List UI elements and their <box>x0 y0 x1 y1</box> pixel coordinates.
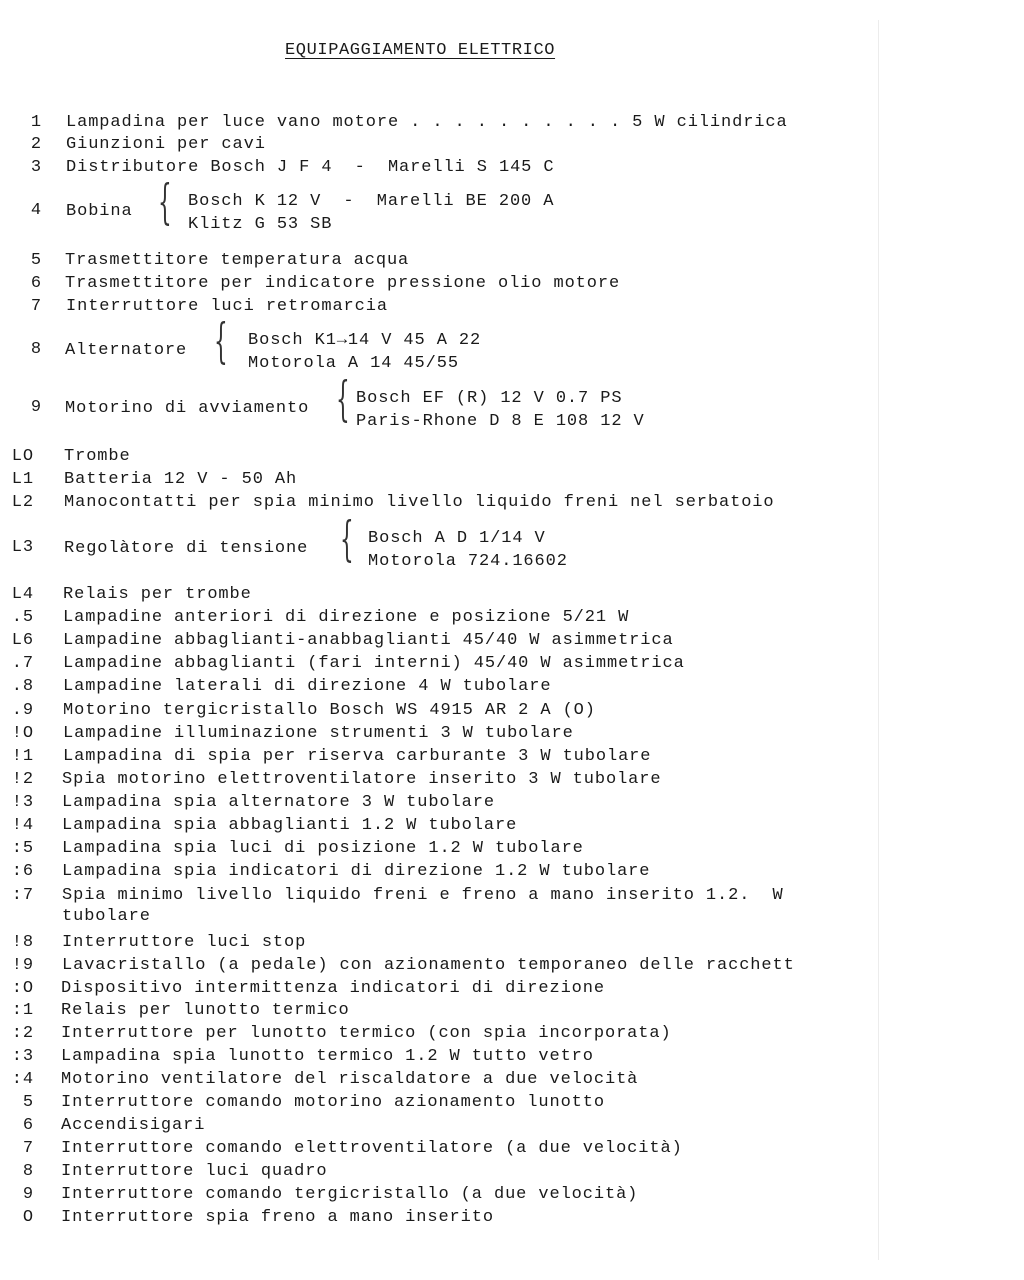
curly-brace-icon: { <box>214 313 229 369</box>
item-number: :5 <box>11 839 34 858</box>
item-number: L1 <box>11 470 34 489</box>
item-number: LO <box>11 447 34 466</box>
item-text: Lampadine abbaglianti (fari interni) 45/40 W asimmetrica <box>63 654 685 673</box>
item-number: 5 <box>30 251 42 270</box>
item-number: 8 <box>30 340 42 359</box>
item-label: Bobina <box>66 202 133 221</box>
item-variant-line: Bosch K 12 V - Marelli BE 200 A <box>188 192 555 211</box>
item-number: L6 <box>11 631 34 650</box>
item-text: Trasmettitore temperatura acqua <box>65 251 410 270</box>
page-title: EQUIPAGGIAMENTO ELETTRICO <box>285 41 556 60</box>
item-text: Lampadine abbaglianti-anabbaglianti 45/40 W asimmetrica <box>63 631 674 650</box>
item-text: Interruttore luci retromarcia <box>66 297 388 316</box>
item-text: Interruttore luci quadro <box>61 1162 328 1181</box>
curly-brace-icon: { <box>340 511 355 567</box>
item-variant-line: Klitz G 53 SB <box>188 215 333 234</box>
item-variant-line: Motorola 724.16602 <box>368 552 568 571</box>
item-label: Alternatore <box>65 341 188 360</box>
item-text: Lampadina spia abbaglianti 1.2 W tubolare <box>62 816 518 835</box>
item-number: !8 <box>11 933 34 952</box>
item-text: Motorino tergicristallo Bosch WS 4915 AR 2 A (O) <box>63 701 596 720</box>
item-variant-line: Bosch EF (R) 12 V 0.7 PS <box>356 389 623 408</box>
item-text: Batteria 12 V - 50 Ah <box>64 470 298 489</box>
item-number: 9 <box>30 398 42 417</box>
item-number: :3 <box>11 1047 34 1066</box>
item-text: Lampadine illuminazione strumenti 3 W tubolare <box>63 724 574 743</box>
item-text: Manocontatti per spia minimo livello liquido freni nel serbatoio <box>64 493 775 512</box>
item-text: Interruttore per lunotto termico (con spia incorporata) <box>61 1024 672 1043</box>
item-number: .7 <box>11 654 34 673</box>
item-text: Lampadine anteriori di direzione e posizione 5/21 W <box>63 608 630 627</box>
item-text: Lampadina spia alternatore 3 W tubolare <box>62 793 495 812</box>
item-text: Interruttore comando elettroventilatore (a due velocità) <box>61 1139 683 1158</box>
item-number: 7 <box>22 1139 34 1158</box>
item-text: Interruttore spia freno a mano inserito <box>61 1208 494 1227</box>
item-number: 2 <box>30 135 42 154</box>
item-variant-line: Bosch A D 1/14 V <box>368 529 546 548</box>
item-number: !4 <box>11 816 34 835</box>
item-text: Lampadina per luce vano motore . . . . . . . . . . 5 W cilindrica <box>66 113 788 132</box>
item-text: Accendisigari <box>61 1116 206 1135</box>
item-variant-line: Bosch K1→14 V 45 A 22 <box>248 331 482 350</box>
item-text: Trasmettitore per indicatore pressione olio motore <box>65 274 621 293</box>
item-text: Lampadina spia indicatori di direzione 1.2 W tubolare <box>62 862 651 881</box>
item-number: :7 <box>11 886 34 905</box>
item-number: 7 <box>30 297 42 316</box>
item-number: .8 <box>11 677 34 696</box>
item-number: 5 <box>22 1093 34 1112</box>
item-number: !3 <box>11 793 34 812</box>
item-text: Dispositivo intermittenza indicatori di direzione <box>61 979 605 998</box>
item-text: Relais per lunotto termico <box>61 1001 350 1020</box>
item-number: 9 <box>22 1185 34 1204</box>
item-text: Interruttore comando motorino azionamento lunotto <box>61 1093 605 1112</box>
item-number: !2 <box>11 770 34 789</box>
item-number: O <box>22 1208 34 1227</box>
item-label: Regolàtore di tensione <box>64 539 309 558</box>
item-text: Lampadina spia lunotto termico 1.2 W tutto vetro <box>61 1047 594 1066</box>
item-number: !9 <box>11 956 34 975</box>
item-text: Trombe <box>64 447 131 466</box>
item-number: L4 <box>11 585 34 604</box>
item-number: !1 <box>11 747 34 766</box>
item-text: Distributore Bosch J F 4 - Marelli S 145 C <box>66 158 555 177</box>
item-label: Motorino di avviamento <box>65 399 310 418</box>
item-number: 4 <box>30 201 42 220</box>
item-text: Spia minimo livello liquido freni e freno a mano inserito 1.2. W <box>62 886 784 905</box>
item-number: :1 <box>11 1001 34 1020</box>
item-text: Lampadina di spia per riserva carburante 3 W tubolare <box>63 747 652 766</box>
item-number: :O <box>11 979 34 998</box>
item-number: :6 <box>11 862 34 881</box>
item-text: Giunzioni per cavi <box>66 135 266 154</box>
item-text: Relais per trombe <box>63 585 252 604</box>
item-text: Interruttore comando tergicristallo (a due velocità) <box>61 1185 639 1204</box>
item-number: L2 <box>11 493 34 512</box>
item-text: Spia motorino elettroventilatore inserito 3 W tubolare <box>62 770 662 789</box>
item-text: Interruttore luci stop <box>62 933 307 952</box>
item-number: 3 <box>30 158 42 177</box>
curly-brace-icon: { <box>336 371 351 427</box>
item-text: Motorino ventilatore del riscaldatore a due velocità <box>61 1070 639 1089</box>
item-text-continuation: tubolare <box>62 907 151 926</box>
item-number: 6 <box>30 274 42 293</box>
item-number: 6 <box>22 1116 34 1135</box>
item-number: :2 <box>11 1024 34 1043</box>
curly-brace-icon: { <box>158 174 173 230</box>
item-text: Lampadine laterali di direzione 4 W tubolare <box>63 677 552 696</box>
item-number: .9 <box>11 701 34 720</box>
item-variant-line: Motorola A 14 45/55 <box>248 354 459 373</box>
item-number: :4 <box>11 1070 34 1089</box>
page-edge <box>878 20 879 1260</box>
item-number: 8 <box>22 1162 34 1181</box>
item-text: Lavacristallo (a pedale) con azionamento temporaneo delle racchett <box>62 956 795 975</box>
item-text: Lampadina spia luci di posizione 1.2 W tubolare <box>62 839 584 858</box>
item-number: L3 <box>11 538 34 557</box>
item-number: !O <box>11 724 34 743</box>
item-number: 1 <box>30 113 42 132</box>
item-number: .5 <box>11 608 34 627</box>
item-variant-line: Paris-Rhone D 8 E 108 12 V <box>356 412 645 431</box>
